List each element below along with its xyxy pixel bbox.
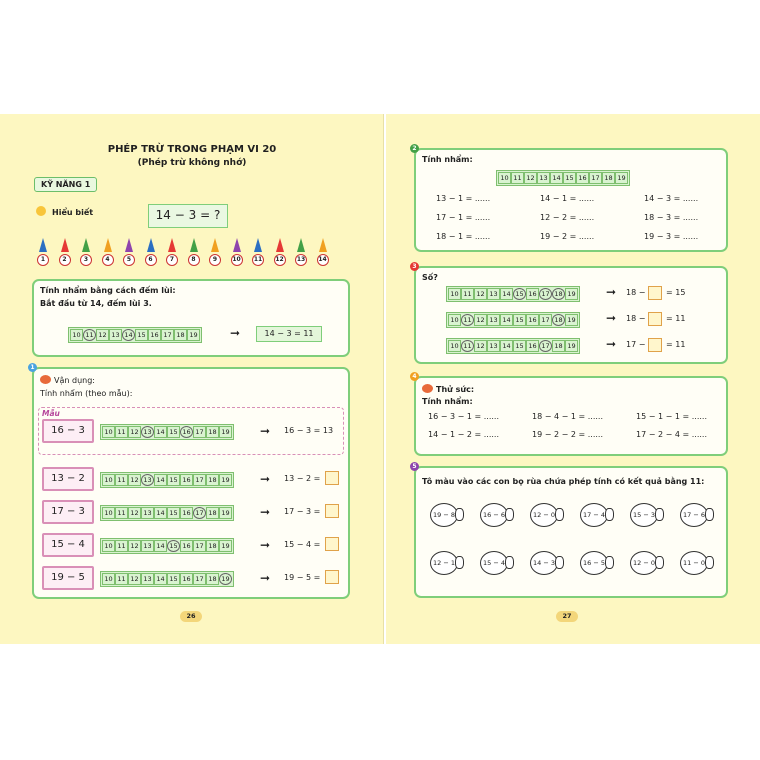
number-cell: 15 (167, 474, 180, 486)
ladybug-expression: 17 − 6 (683, 511, 705, 519)
number-cell: 15 (513, 340, 526, 352)
result-text: 19 − 5 = (284, 573, 321, 582)
number-cell: 19 (187, 329, 200, 341)
number-cell: 11 (115, 426, 128, 438)
number-cell: 15 (167, 426, 180, 438)
number-cell: 13 (487, 314, 500, 326)
number-cell: 12 (474, 288, 487, 300)
number-cell: 13 (537, 172, 550, 184)
ladybug-expression: 16 − 6 (483, 511, 505, 519)
number-strip (446, 286, 580, 302)
number-strip (446, 338, 580, 354)
answer-box[interactable] (325, 570, 339, 584)
math-item: 18 − 4 − 1 = ...... (532, 412, 603, 421)
ladybug-expression: 17 − 4 (583, 511, 605, 519)
gnome-number: 7 (166, 254, 178, 266)
method-number-strip (68, 327, 202, 343)
challenge-label: Thử sức: (436, 385, 475, 394)
gnome-number: 14 (317, 254, 329, 266)
gnome-number: 5 (123, 254, 135, 266)
gnome-figure (273, 238, 287, 268)
number-cell: 15 (135, 329, 148, 341)
number-cell: 11 (115, 507, 128, 519)
number-cell: 12 (128, 573, 141, 585)
ladybug-expression: 12 − 0 (633, 559, 655, 567)
answer-box[interactable] (325, 537, 339, 551)
number-cell: 13 (109, 329, 122, 341)
ladybug-expression: 19 − 8 (433, 511, 455, 519)
number-cell: 13 (141, 474, 154, 486)
math-item: 18 − 3 = ...... (644, 213, 699, 222)
number-strip (100, 538, 234, 554)
number-cell: 17 (539, 314, 552, 326)
number-cell: 18 (206, 426, 219, 438)
exercise-2-box (412, 145, 728, 252)
number-cell: 14 (154, 573, 167, 585)
skill-label: KỸ NĂNG 1 (34, 177, 97, 192)
ladybug[interactable] (628, 548, 664, 578)
arrow-icon: ➞ (260, 538, 271, 552)
math-item: 17 − 1 = ...... (436, 213, 491, 222)
sample-label: Mẫu (42, 409, 60, 418)
exercise-label: Tô màu vào các con bọ rùa chứa phép tính có kết quả bằng 11: (422, 477, 705, 486)
result-text: 17 − 3 = (284, 507, 321, 516)
gnome-hat-icon (233, 238, 241, 252)
gnome-hat-icon (276, 238, 284, 252)
number-cell: 10 (448, 288, 461, 300)
number-cell: 11 (83, 329, 96, 341)
practice-row (34, 467, 350, 493)
number-cell: 17 (193, 474, 206, 486)
gnome-hat-icon (147, 238, 155, 252)
left-page (0, 114, 384, 644)
exercise-badge: 4 (410, 372, 419, 381)
number-cell: 14 (550, 172, 563, 184)
number-cell: 18 (206, 474, 219, 486)
exercise-label: Tính nhẩm: (422, 155, 473, 164)
number-cell: 19 (219, 426, 232, 438)
number-cell: 16 (526, 314, 539, 326)
practice-box (30, 364, 350, 599)
number-cell: 17 (193, 573, 206, 585)
number-cell: 13 (487, 288, 500, 300)
arrow-icon: ➞ (606, 311, 617, 325)
number-cell: 10 (70, 329, 83, 341)
number-cell: 12 (96, 329, 109, 341)
ladybug[interactable] (678, 500, 714, 530)
arrow-icon: ➞ (606, 285, 617, 299)
page-title: PHÉP TRỪ TRONG PHẠM VI 20 (107, 144, 277, 155)
math-item: 12 − 2 = ...... (540, 213, 595, 222)
student-icon (40, 375, 51, 384)
number-strip (446, 312, 580, 328)
method-line1: Tính nhẩm bằng cách đếm lùi: (40, 286, 176, 295)
ladybug[interactable] (428, 500, 464, 530)
gnome-figure (144, 238, 158, 268)
exercise-5-box (412, 463, 728, 598)
number-cell: 18 (552, 314, 565, 326)
number-cell: 11 (115, 540, 128, 552)
number-cell: 16 (180, 426, 193, 438)
practice-row (34, 566, 350, 592)
number-cell: 13 (141, 573, 154, 585)
result-text: 13 − 2 = (284, 474, 321, 483)
number-cell: 19 (615, 172, 628, 184)
method-line2: Bắt đầu từ 14, đếm lùi 3. (40, 299, 152, 308)
gnome-figure (294, 238, 308, 268)
math-item: 19 − 2 = ...... (540, 232, 595, 241)
number-strip (100, 571, 234, 587)
arrow-icon: ➞ (260, 571, 271, 585)
number-cell: 15 (513, 288, 526, 300)
math-item: 13 − 1 = ...... (436, 194, 491, 203)
page-number: 27 (556, 611, 578, 622)
number-cell: 14 (154, 426, 167, 438)
math-item: 18 − 1 = ...... (436, 232, 491, 241)
arrow-icon: ➞ (260, 472, 271, 486)
number-cell: 10 (102, 426, 115, 438)
ladybug[interactable] (578, 500, 614, 530)
expression-box: 17 − 3 (42, 500, 94, 524)
number-cell: 12 (128, 540, 141, 552)
gnome-number: 1 (37, 254, 49, 266)
equation-left: 18 − (626, 288, 646, 297)
exercise-3-box (412, 263, 728, 364)
number-cell: 14 (122, 329, 135, 341)
understand-label: Hiểu biết (52, 208, 94, 217)
number-cell: 14 (154, 507, 167, 519)
number-cell: 15 (513, 314, 526, 326)
gnome-figure (101, 238, 115, 268)
number-cell: 18 (552, 340, 565, 352)
number-cell: 10 (102, 573, 115, 585)
gnome-number: 3 (80, 254, 92, 266)
number-cell: 18 (206, 507, 219, 519)
ladybug[interactable] (578, 548, 614, 578)
expression-box: 16 − 3 (42, 419, 94, 443)
gnome-number: 8 (188, 254, 200, 266)
number-cell: 16 (526, 340, 539, 352)
number-cell: 19 (565, 314, 578, 326)
ladybug-expression: 11 − 0 (683, 559, 705, 567)
number-cell: 19 (565, 288, 578, 300)
exercise-badge: 2 (410, 144, 419, 153)
number-cell: 13 (141, 426, 154, 438)
expression-box: 13 − 2 (42, 467, 94, 491)
practice-row (34, 419, 350, 445)
practice-row (34, 500, 350, 526)
number-cell: 19 (219, 507, 232, 519)
gnome-number: 4 (102, 254, 114, 266)
exercise-label: Tính nhẩm: (422, 397, 473, 406)
number-cell: 18 (552, 288, 565, 300)
number-cell: 12 (474, 314, 487, 326)
gnome-hat-icon (319, 238, 327, 252)
number-cell: 16 (576, 172, 589, 184)
equation-right: = 15 (666, 288, 686, 297)
number-cell: 14 (154, 540, 167, 552)
apply-label: Vận dụng: (54, 376, 95, 385)
page-subtitle: (Phép trừ không nhớ) (137, 158, 247, 168)
number-strip (100, 424, 234, 440)
number-cell: 14 (500, 314, 513, 326)
number-cell: 13 (487, 340, 500, 352)
gnome-number: 11 (252, 254, 264, 266)
ladybug[interactable] (678, 548, 714, 578)
gnome-figure (251, 238, 265, 268)
ladybug-expression: 15 − 3 (633, 511, 655, 519)
number-cell: 19 (219, 474, 232, 486)
exercise-badge: 1 (28, 363, 37, 372)
number-cell: 16 (526, 288, 539, 300)
number-cell: 10 (102, 507, 115, 519)
gnome-hat-icon (39, 238, 47, 252)
arrow-icon: ➞ (260, 505, 271, 519)
number-cell: 12 (128, 426, 141, 438)
ladybug[interactable] (428, 548, 464, 578)
number-cell: 18 (206, 573, 219, 585)
gnome-figure (122, 238, 136, 268)
number-cell: 13 (141, 507, 154, 519)
ladybug-expression: 12 − 1 (433, 559, 455, 567)
expression-box: 15 − 4 (42, 533, 94, 557)
number-cell: 18 (174, 329, 187, 341)
number-cell: 16 (180, 573, 193, 585)
number-cell: 11 (461, 288, 474, 300)
gnome-hat-icon (254, 238, 262, 252)
number-cell: 17 (589, 172, 602, 184)
exercise-4-box (412, 373, 728, 456)
number-cell: 16 (180, 474, 193, 486)
number-strip (496, 170, 630, 186)
gnome-hat-icon (82, 238, 90, 252)
gnome-figure (36, 238, 50, 268)
number-cell: 12 (524, 172, 537, 184)
number-cell: 11 (115, 474, 128, 486)
number-cell: 11 (461, 340, 474, 352)
number-cell: 15 (167, 573, 180, 585)
math-item: 17 − 2 − 4 = ...... (636, 430, 707, 439)
method-box (32, 279, 350, 357)
math-item: 15 − 1 − 1 = ...... (636, 412, 707, 421)
number-strip (100, 472, 234, 488)
number-cell: 14 (154, 474, 167, 486)
number-cell: 10 (498, 172, 511, 184)
math-item: 14 − 3 = ...... (644, 194, 699, 203)
answer-box[interactable] (325, 471, 339, 485)
number-cell: 17 (539, 288, 552, 300)
exercise-badge: 5 (410, 462, 419, 471)
ladybug[interactable] (528, 500, 564, 530)
number-cell: 17 (193, 540, 206, 552)
answer-box[interactable] (648, 338, 662, 352)
exercise-badge: 3 (410, 262, 419, 271)
math-item: 19 − 3 = ...... (644, 232, 699, 241)
gnome-hat-icon (104, 238, 112, 252)
gnome-figure (187, 238, 201, 268)
number-cell: 10 (448, 340, 461, 352)
number-cell: 18 (602, 172, 615, 184)
ladybug[interactable] (478, 500, 514, 530)
gnome-figure (58, 238, 72, 268)
number-cell: 19 (219, 540, 232, 552)
number-cell: 10 (448, 314, 461, 326)
result-text: 16 − 3 = 13 (284, 426, 334, 435)
number-cell: 10 (102, 540, 115, 552)
number-cell: 15 (563, 172, 576, 184)
ladybug[interactable] (628, 500, 664, 530)
gnome-figure (79, 238, 93, 268)
equation-left: 18 − (626, 314, 646, 323)
exercise-label: Số? (422, 273, 438, 282)
gnome-number: 12 (274, 254, 286, 266)
number-cell: 14 (500, 288, 513, 300)
ladybug[interactable] (528, 548, 564, 578)
math-item: 16 − 3 − 1 = ...... (428, 412, 499, 421)
number-cell: 19 (565, 340, 578, 352)
number-cell: 17 (193, 507, 206, 519)
gnome-hat-icon (168, 238, 176, 252)
ladybug[interactable] (478, 548, 514, 578)
practice-row (34, 533, 350, 559)
number-cell: 12 (128, 474, 141, 486)
number-cell: 17 (193, 426, 206, 438)
gnome-figure (165, 238, 179, 268)
number-cell: 11 (115, 573, 128, 585)
right-page (386, 114, 760, 644)
ladybug-expression: 15 − 4 (483, 559, 505, 567)
number-cell: 13 (141, 540, 154, 552)
number-cell: 17 (161, 329, 174, 341)
method-result: 14 − 3 = 11 (256, 326, 322, 342)
number-cell: 15 (167, 507, 180, 519)
gnome-hat-icon (297, 238, 305, 252)
gnome-number: 10 (231, 254, 243, 266)
gnome-figure (230, 238, 244, 268)
gnome-hat-icon (211, 238, 219, 252)
number-cell: 12 (474, 340, 487, 352)
gnome-hat-icon (125, 238, 133, 252)
student-icon (422, 384, 433, 393)
gnome-number: 2 (59, 254, 71, 266)
page-number: 26 (180, 611, 202, 622)
gnome-number: 6 (145, 254, 157, 266)
number-cell: 11 (461, 314, 474, 326)
ladybug-expression: 14 − 3 (533, 559, 555, 567)
equation-right: = 11 (666, 314, 686, 323)
answer-box[interactable] (325, 504, 339, 518)
arrow-icon: ➞ (260, 424, 271, 438)
ladybug-expression: 16 − 5 (583, 559, 605, 567)
number-cell: 18 (206, 540, 219, 552)
number-cell: 16 (180, 540, 193, 552)
gnome-hat-icon (190, 238, 198, 252)
gnome-number: 13 (295, 254, 307, 266)
number-cell: 17 (539, 340, 552, 352)
math-item: 14 − 1 = ...... (540, 194, 595, 203)
number-cell: 16 (148, 329, 161, 341)
number-cell: 16 (180, 507, 193, 519)
question-box: 14 − 3 = ? (148, 204, 228, 228)
gnome-hat-icon (61, 238, 69, 252)
gnome-number: 9 (209, 254, 221, 266)
equation-right: = 11 (666, 340, 686, 349)
number-cell: 14 (500, 340, 513, 352)
number-strip (100, 505, 234, 521)
gnome-figure (208, 238, 222, 268)
result-text: 15 − 4 = (284, 540, 321, 549)
number-cell: 19 (219, 573, 232, 585)
expression-box: 19 − 5 (42, 566, 94, 590)
number-cell: 10 (102, 474, 115, 486)
ladybug-expression: 12 − 0 (533, 511, 555, 519)
number-cell: 15 (167, 540, 180, 552)
arrow-icon: ➞ (606, 337, 617, 351)
equation-left: 17 − (626, 340, 646, 349)
answer-box[interactable] (648, 286, 662, 300)
number-cell: 12 (128, 507, 141, 519)
number-cell: 11 (511, 172, 524, 184)
arrow-icon: ➞ (230, 326, 241, 340)
answer-box[interactable] (648, 312, 662, 326)
instruction-label: Tính nhẩm (theo mẫu): (40, 389, 133, 398)
lightbulb-icon (36, 206, 46, 216)
gnome-number-row (36, 238, 346, 270)
math-item: 14 − 1 − 2 = ...... (428, 430, 499, 439)
gnome-figure (316, 238, 330, 268)
math-item: 19 − 2 − 2 = ...... (532, 430, 603, 439)
